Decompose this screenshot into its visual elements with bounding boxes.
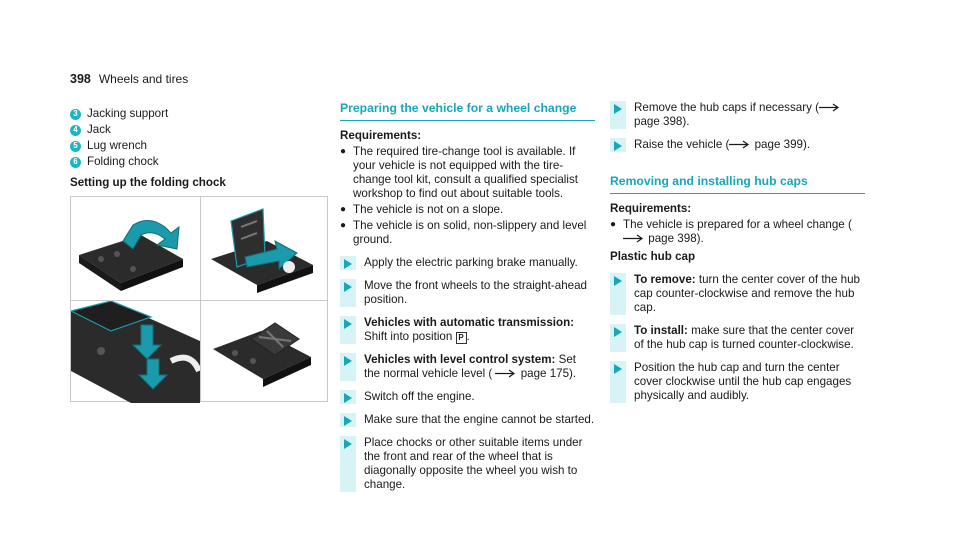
step-arrow-icon	[344, 282, 352, 292]
chock-step1-illustration	[71, 197, 200, 300]
prep-column	[340, 101, 595, 492]
step-item: Switch off the engine.	[340, 390, 595, 404]
legend-item	[70, 106, 328, 122]
page-ref-link[interactable]: page 399).	[754, 138, 811, 151]
step-item: Remove the hub caps if necessary ( page 398).	[610, 101, 865, 129]
requirements-label: Requirements:	[610, 202, 692, 215]
legend-column	[70, 106, 328, 190]
bullet-icon: ●	[340, 146, 347, 157]
hubcap-section-title: Removing and installing hub caps	[610, 174, 865, 194]
legend-label: Jack	[87, 123, 111, 136]
page-ref-arrow-icon[interactable]	[819, 103, 841, 112]
requirements-label: Requirements:	[340, 129, 422, 142]
step-item: Raise the vehicle ( page 399).	[610, 138, 865, 152]
legend-number-badge: 4	[70, 125, 81, 136]
requirement-item: ● The vehicle is prepared for a wheel change ( page 398).	[610, 218, 852, 245]
step-item: Vehicles with level control system: Set the normal vehicle level ( page 175).	[340, 353, 595, 381]
legend-number-badge: 3	[70, 109, 81, 120]
prep-section-title: Preparing the vehicle for a wheel change	[340, 101, 595, 121]
bullet-icon: ●	[340, 204, 347, 215]
legend-number-badge: 6	[70, 157, 81, 168]
step-item: Place chocks or other suitable items under the front and rear of the wheel that is diagonally opposite the wheel you wish to change.	[340, 436, 595, 492]
page-ref-link[interactable]: page 175).	[520, 367, 577, 380]
step-arrow-icon	[614, 364, 622, 374]
step-item: Apply the electric parking brake manually.	[340, 256, 595, 270]
step-item: Vehicles with automatic transmission: Shift into position P .	[340, 316, 595, 344]
legend-label: Folding chock	[87, 155, 159, 168]
step-item: Position the hub cap and turn the center cover clockwise until the hub cap engages physically and audibly.	[610, 361, 865, 403]
requirement-item: ● The required tire-change tool is available. If your vehicle is not equipped with the tire-change tool kit, consult a qualified specialist workshop to find out about suitable tools.	[340, 145, 578, 200]
plastic-hub-cap-heading: Plastic hub cap	[610, 250, 696, 263]
bullet-icon: ●	[610, 219, 617, 230]
bullet-icon: ●	[340, 220, 347, 231]
hubcap-column	[610, 101, 865, 403]
step-arrow-icon	[614, 327, 622, 337]
figure-heading: Setting up the folding chock	[70, 176, 226, 189]
folding-chock-figure	[70, 196, 328, 402]
step-arrow-icon	[344, 356, 352, 366]
requirement-item: ● The vehicle is not on a slope.	[340, 203, 504, 216]
requirement-item: ● The vehicle is on solid, non-slippery and level ground.	[340, 219, 587, 246]
legend-item	[70, 138, 328, 154]
step-arrow-icon	[344, 416, 352, 426]
step-arrow-icon	[344, 393, 352, 403]
step-arrow-icon	[344, 319, 352, 329]
legend-item	[70, 154, 328, 170]
step-item: To install: make sure that the center cover of the hub cap is turned counter-clockwise.	[610, 324, 865, 352]
page-ref-link[interactable]: page 398).	[648, 232, 704, 245]
section-title: Wheels and tires	[98, 72, 189, 86]
page-header	[70, 72, 188, 86]
step-arrow-icon	[344, 439, 352, 449]
page-number: 398	[70, 72, 91, 86]
gear-p-key: P	[456, 332, 467, 344]
step-arrow-icon	[614, 141, 622, 151]
chock-step4-illustration	[201, 301, 329, 403]
legend-label: Jacking support	[87, 107, 169, 120]
step-arrow-icon	[614, 276, 622, 286]
step-item: Move the front wheels to the straight-ahead position.	[340, 279, 595, 307]
legend-number-badge: 5	[70, 141, 81, 152]
chock-step2-illustration	[201, 197, 329, 300]
step-item: Make sure that the engine cannot be started.	[340, 413, 595, 427]
legend-item	[70, 122, 328, 138]
step-arrow-icon	[614, 104, 622, 114]
page-ref-arrow-icon[interactable]	[623, 234, 645, 243]
step-arrow-icon	[344, 259, 352, 269]
page-ref-arrow-icon[interactable]	[495, 369, 517, 378]
page-ref-link[interactable]: page 398).	[634, 115, 690, 128]
step-item: To remove: turn the center cover of the hub cap counter-clockwise and remove the hub cap.	[610, 273, 865, 315]
chock-step3-illustration	[71, 301, 200, 403]
page-ref-arrow-icon[interactable]	[729, 140, 751, 149]
legend-label: Lug wrench	[87, 139, 147, 152]
